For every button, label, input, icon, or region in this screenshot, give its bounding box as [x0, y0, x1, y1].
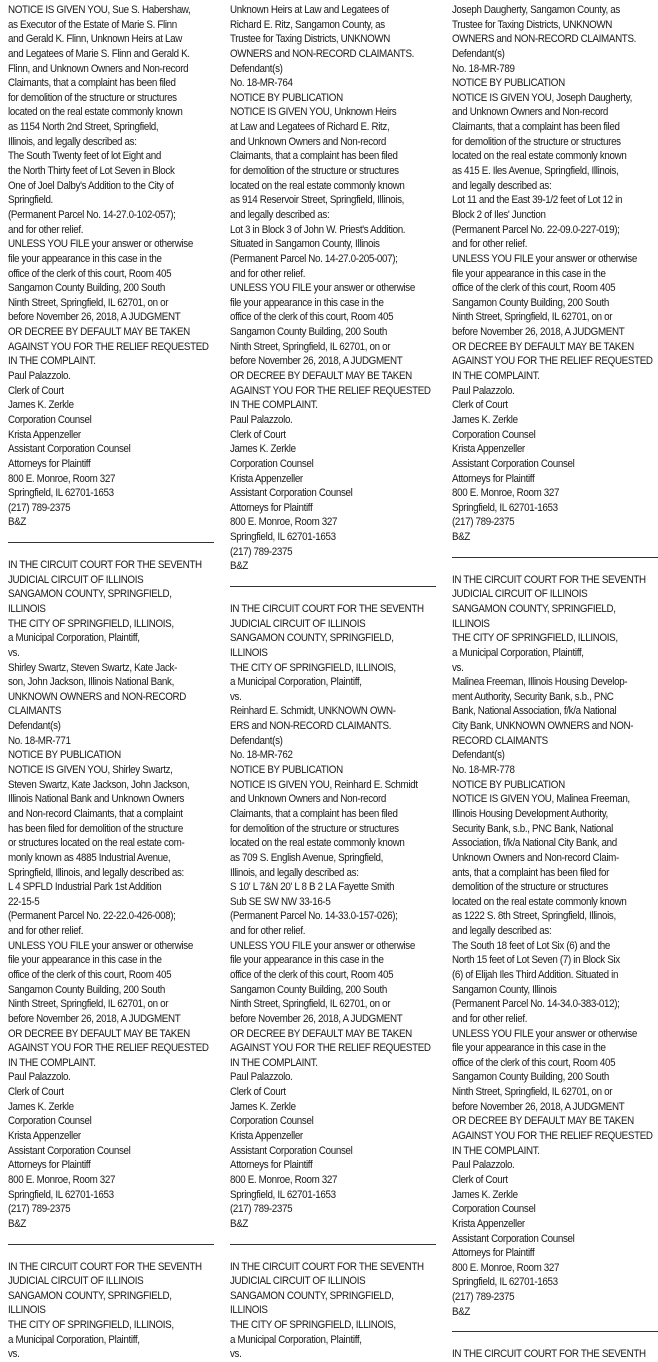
notice-text-line: UNLESS YOU FILE your answer or otherwise [452, 252, 637, 265]
notice-text-line: Unknown Heirs at Law and Legatees of [230, 4, 389, 16]
notice-text-line: Krista Appenzeller [452, 1217, 525, 1230]
notice-text-line: as 914 Reservoir Street, Springfield, Illinois, [230, 194, 405, 207]
notice-text-line: JUDICIAL CIRCUIT OF ILLINOIS [452, 588, 588, 601]
notice-text-line: and legally described as: [452, 179, 552, 192]
notice-text-line: (Permanent Parcel No. 14-27.0-205-007); [230, 252, 398, 265]
notice-text-line: JUDICIAL CIRCUIT OF ILLINOIS [8, 573, 144, 586]
notice-text-line: and legally described as: [230, 208, 330, 221]
notice-text-line: IN THE COMPLAINT. [452, 370, 540, 383]
notice-text-line: NOTICE IS GIVEN YOU, Sue S. Habershaw, [8, 4, 191, 16]
notice-text-line: office of the clerk of this court, Room 405 [230, 311, 394, 324]
legal-notice [452, 1347, 658, 1362]
notice-text-line: Sangamon County, Illinois [452, 983, 557, 996]
notice-text-line: Clerk of Court [8, 1086, 64, 1099]
notice-text-line: Sangamon County Building, 200 South [230, 983, 387, 996]
notice-text-line: Springfield, IL 62701-1653 [230, 1188, 336, 1201]
notice-text-line: Attorneys for Plaintiff [452, 472, 535, 485]
notice-text-line: Springfield, IL 62701-1653 [452, 501, 558, 514]
notice-text-line: CLAIMANTS [8, 705, 62, 718]
notice-text-line: before November 26, 2018, A JUDGMENT [8, 1012, 181, 1025]
notice-text-line: UNKNOWN OWNERS and NON-RECORD [8, 690, 186, 703]
notice-text-line: Association, f/k/a National City Bank, and [452, 837, 617, 850]
notice-text-line: OWNERS and NON-RECORD CLAIMANTS. [452, 33, 637, 46]
notice-text-line: OR DECREE BY DEFAULT MAY BE TAKEN [230, 1027, 412, 1040]
notice-text-line: IN THE CIRCUIT COURT FOR THE SEVENTH [8, 559, 202, 572]
legal-notice [452, 573, 658, 1320]
notice-text-line: Situated in Sangamon County, Illinois [230, 238, 380, 251]
notice-text-line: OR DECREE BY DEFAULT MAY BE TAKEN [8, 1027, 190, 1040]
notice-text-line: NOTICE BY PUBLICATION [452, 778, 565, 791]
notice-text-line: Attorneys for Plaintiff [230, 1159, 313, 1172]
notice-text-line: B&Z [8, 516, 27, 529]
notice-divider [230, 586, 436, 587]
notice-text-line: Springfield, IL 62701-1653 [8, 487, 114, 500]
notice-text-line: Sangamon County Building, 200 South [452, 1071, 609, 1084]
notice-text-line: as 1154 North 2nd Street, Springfield, [8, 121, 159, 134]
notice-text-line: ment Authority, Security Bank, s.b., PNC [452, 690, 614, 703]
notice-divider [452, 1331, 658, 1332]
notice-text-line: Steven Swartz, Kate Jackson, John Jackson, [8, 778, 190, 791]
notice-text-line: B&Z [8, 1217, 27, 1230]
notice-text-line: Block 2 of Iles' Junction [452, 208, 546, 221]
notice-text-line: THE CITY OF SPRINGFIELD, ILLINOIS, [230, 1319, 396, 1332]
notice-text-line: NOTICE BY PUBLICATION [230, 764, 343, 777]
notice-text-line: office of the clerk of this court, Room 405 [8, 969, 172, 981]
notice-text-line: Joseph Daugherty, Sangamon County, as [452, 4, 620, 16]
notice-text-line: (217) 789-2375 [8, 1203, 71, 1216]
notice-text-line: Springfield, Illinois, and legally described as: [8, 866, 184, 879]
notice-text-line: ILLINOIS [230, 1304, 268, 1317]
notice-text-line: Shirley Swartz, Steven Swartz, Kate Jack- [8, 661, 178, 674]
notice-text-line: One of Joel Dalby's Addition to the City of [8, 179, 174, 192]
notice-text-line: a Municipal Corporation, Plaintiff, [230, 1333, 362, 1346]
notice-text-line: a Municipal Corporation, Plaintiff, [8, 632, 140, 645]
notice-text-line: NOTICE IS GIVEN YOU, Malinea Freeman, [452, 793, 630, 806]
notice-text-line: IN THE CIRCUIT COURT FOR THE SEVENTH [452, 1348, 646, 1361]
notice-text-line: vs. [8, 646, 20, 659]
notice-text-line: Sub SE SW NW 33-16-5 [230, 895, 331, 908]
notice-text-line: OR DECREE BY DEFAULT MAY BE TAKEN [452, 340, 634, 353]
notice-text-line: for demolition of the structure or structures [452, 135, 621, 148]
notice-text-line: THE CITY OF SPRINGFIELD, ILLINOIS, [452, 632, 618, 645]
notice-text-line: NOTICE IS GIVEN YOU, Joseph Daugherty, [452, 91, 633, 104]
notice-text-line: located on the real estate commonly known [452, 895, 627, 908]
legal-notice [8, 1260, 214, 1362]
notice-text-line: and Legatees of Marie S. Flinn and Gerald K. [8, 47, 190, 60]
notice-text-line: No. 18-MR-764 [230, 77, 293, 90]
notice-text-line: for demolition of the structure or structures [8, 91, 177, 104]
notice-text-line: office of the clerk of this court, Room 405 [230, 969, 394, 981]
notice-text-line: UNLESS YOU FILE your answer or otherwise [230, 282, 415, 295]
notice-text-line: file your appearance in this case in the [230, 954, 384, 967]
notice-text-line: No. 18-MR-778 [452, 764, 515, 777]
notice-text-line: monly known as 4885 Industrial Avenue, [8, 851, 171, 864]
notice-text-line: Reinhard E. Schmidt, UNKNOWN OWN- [230, 705, 396, 718]
notice-text-line: ILLINOIS [230, 646, 268, 659]
notice-text-line: file your appearance in this case in the [452, 267, 606, 280]
notice-text-line: Trustee for Taxing Districts, UNKNOWN [230, 33, 391, 46]
notice-text-line: THE CITY OF SPRINGFIELD, ILLINOIS, [230, 661, 396, 674]
notice-text-line: Attorneys for Plaintiff [8, 1159, 91, 1172]
notice-text-line: NOTICE BY PUBLICATION [8, 749, 121, 762]
notice-text-line: file your appearance in this case in the [452, 1042, 606, 1055]
notice-text-line: vs. [8, 1348, 20, 1361]
notice-text-line: Paul Palazzolo. [452, 1159, 515, 1172]
notice-text-line: Corporation Counsel [230, 457, 314, 470]
notice-text-line: Sangamon County Building, 200 South [230, 326, 387, 339]
notice-text-line: Springfield, IL 62701-1653 [452, 1276, 558, 1289]
notice-text-line: JUDICIAL CIRCUIT OF ILLINOIS [230, 1275, 366, 1288]
notice-text-line: (6) of Elijah Iles Third Addition. Situated in [452, 969, 619, 981]
notice-text-line: SANGAMON COUNTY, SPRINGFIELD, [230, 1289, 394, 1302]
notice-text-line: Claimants, that a complaint has been filed [8, 77, 176, 90]
notice-text-line: Ninth Street, Springfield, IL 62701, on or [230, 340, 391, 353]
notice-text-line: Springfield. [8, 194, 53, 207]
notice-text-line: L 4 SPFLD Industrial Park 1st Addition [8, 881, 162, 894]
notice-text-line: and for other relief. [230, 925, 306, 938]
notice-text-line: AGAINST YOU FOR THE RELIEF REQUESTED [452, 1130, 653, 1143]
notice-text-line: JUDICIAL CIRCUIT OF ILLINOIS [8, 1275, 144, 1288]
notice-text-line: IN THE COMPLAINT. [452, 1144, 540, 1157]
notice-text-line: or structures located on the real estate com- [8, 837, 185, 850]
notice-text-line: demolition of the structure or structures [452, 881, 608, 894]
notice-text-line: file your appearance in this case in the [8, 252, 162, 265]
notice-text-line: Corporation Counsel [452, 1203, 536, 1216]
notice-text-line: and legally described as: [452, 925, 552, 938]
notice-text-line: a Municipal Corporation, Plaintiff, [8, 1333, 140, 1346]
notice-text-line: before November 26, 2018, A JUDGMENT [230, 355, 403, 368]
legal-notice [8, 558, 214, 1231]
notice-text-line: Krista Appenzeller [8, 428, 81, 441]
notice-text-line: and Unknown Owners and Non-record [230, 135, 386, 148]
notice-text-line: 800 E. Monroe, Room 327 [230, 1173, 338, 1186]
notice-text-line: and for other relief. [8, 223, 84, 236]
notice-text-line: Flinn, and Unknown Owners and Non-record [8, 62, 189, 75]
notice-text-line: son, John Jackson, Illinois National Bank, [8, 676, 174, 689]
column-1 [8, 3, 214, 1361]
notice-text-line: Richard E. Ritz, Sangamon County, as [230, 18, 385, 31]
legal-notice [452, 3, 658, 545]
notice-text-line: ants, that a complaint has been filed for [452, 866, 610, 879]
notice-text-line: IN THE COMPLAINT. [8, 1056, 96, 1069]
notice-text-line: Clerk of Court [8, 384, 64, 397]
notice-text-line: has been filed for demolition of the structure [8, 822, 183, 835]
notice-text-line: Illinois, and legally described as: [8, 135, 137, 148]
notice-text-line: Illinois, and legally described as: [230, 866, 359, 879]
notice-text-line: Claimants, that a complaint has been filed [452, 121, 620, 134]
notice-text-line: OR DECREE BY DEFAULT MAY BE TAKEN [452, 1115, 634, 1128]
legal-notice [230, 602, 436, 1232]
notice-text-line: Paul Palazzolo. [452, 384, 515, 397]
notice-text-line: B&Z [230, 1217, 249, 1230]
notice-text-line: North 15 feet of Lot Seven (7) in Block Six [452, 954, 620, 967]
notice-text-line: ILLINOIS [8, 1304, 46, 1317]
notice-text-line: Attorneys for Plaintiff [452, 1247, 535, 1260]
notice-text-line: No. 18-MR-762 [230, 749, 293, 762]
notice-text-line: at Law and Legatees of Richard E. Ritz, [230, 121, 390, 134]
notice-divider [452, 557, 658, 558]
notice-text-line: B&Z [452, 1305, 471, 1318]
notice-text-line: and for other relief. [230, 267, 306, 280]
notice-text-line: James K. Zerkle [452, 413, 518, 426]
notice-text-line: AGAINST YOU FOR THE RELIEF REQUESTED [230, 384, 431, 397]
notice-text-line: Krista Appenzeller [230, 1130, 303, 1143]
notice-text-line: City Bank, UNKNOWN OWNERS and NON- [452, 720, 634, 733]
notice-text-line: Illinois National Bank and Unknown Owners [8, 793, 185, 806]
notice-text-line: Paul Palazzolo. [8, 1071, 71, 1084]
notice-text-line: Defendant(s) [8, 720, 61, 733]
notice-text-line: NOTICE IS GIVEN YOU, Unknown Heirs [230, 106, 397, 119]
notice-text-line: (Permanent Parcel No. 14-33.0-157-026); [230, 910, 398, 923]
legal-notice [230, 1260, 436, 1362]
notice-text-line: AGAINST YOU FOR THE RELIEF REQUESTED [8, 340, 209, 353]
notice-text-line: OR DECREE BY DEFAULT MAY BE TAKEN [230, 370, 412, 383]
notice-text-line: NOTICE IS GIVEN YOU, Shirley Swartz, [8, 764, 173, 777]
notice-divider [8, 542, 214, 543]
notice-text-line: file your appearance in this case in the [8, 954, 162, 967]
notice-text-line: IN THE COMPLAINT. [230, 1056, 318, 1069]
notice-text-line: 800 E. Monroe, Room 327 [452, 487, 560, 500]
notice-text-line: James K. Zerkle [8, 1100, 74, 1113]
notice-text-line: James K. Zerkle [452, 1188, 518, 1201]
notice-text-line: ERS and NON-RECORD CLAIMANTS. [230, 720, 392, 733]
notice-text-line: B&Z [230, 560, 249, 573]
notice-text-line: AGAINST YOU FOR THE RELIEF REQUESTED [452, 355, 653, 368]
notice-text-line: Corporation Counsel [8, 1115, 92, 1128]
notice-text-line: Paul Palazzolo. [230, 413, 293, 426]
notice-text-line: Clerk of Court [230, 1086, 286, 1099]
notice-text-line: Clerk of Court [452, 399, 508, 412]
column-3 [452, 3, 658, 1361]
notice-divider [8, 1244, 214, 1245]
notice-text-line: located on the real estate commonly known [452, 150, 627, 163]
notice-text-line: Lot 3 in Block 3 of John W. Priest's Addition. [230, 223, 406, 236]
notice-text-line: Springfield, IL 62701-1653 [230, 531, 336, 544]
notice-text-line: (217) 789-2375 [452, 1291, 515, 1304]
notice-text-line: a Municipal Corporation, Plaintiff, [452, 646, 584, 659]
notice-text-line: 800 E. Monroe, Room 327 [8, 1173, 116, 1186]
notice-text-line: before November 26, 2018, A JUDGMENT [452, 326, 625, 339]
notice-text-line: AGAINST YOU FOR THE RELIEF REQUESTED [230, 1042, 431, 1055]
notice-text-line: and for other relief. [8, 925, 84, 938]
notice-text-line: a Municipal Corporation, Plaintiff, [230, 676, 362, 689]
notice-text-line: located on the real estate commonly known [230, 179, 405, 192]
notice-text-line: (Permanent Parcel No. 22-22.0-426-008); [8, 910, 176, 923]
notice-text-line: Corporation Counsel [8, 413, 92, 426]
notice-text-line: and Unknown Owners and Non-record [230, 793, 386, 806]
notice-text-line: IN THE COMPLAINT. [8, 355, 96, 368]
notice-text-line: Ninth Street, Springfield, IL 62701, on or [230, 998, 391, 1011]
notice-text-line: Assistant Corporation Counsel [230, 1144, 353, 1157]
notice-text-line: before November 26, 2018, A JUDGMENT [452, 1100, 625, 1113]
notice-text-line: THE CITY OF SPRINGFIELD, ILLINOIS, [8, 1319, 174, 1332]
notice-text-line: Krista Appenzeller [452, 443, 525, 456]
notice-text-line: OWNERS and NON-RECORD CLAIMANTS. [230, 47, 415, 60]
notice-text-line: (217) 789-2375 [452, 516, 515, 529]
notice-text-line: Bank, National Association, f/k/a National [452, 705, 617, 718]
notice-text-line: and for other relief. [452, 1012, 528, 1025]
notice-text-line: IN THE CIRCUIT COURT FOR THE SEVENTH [452, 573, 646, 586]
notice-text-line: Assistant Corporation Counsel [8, 1144, 131, 1157]
notice-text-line: UNLESS YOU FILE your answer or otherwise [230, 939, 415, 952]
notice-text-line: before November 26, 2018, A JUDGMENT [230, 1012, 403, 1025]
notice-text-line: Sangamon County Building, 200 South [8, 282, 165, 295]
notice-text-line: Paul Palazzolo. [8, 370, 71, 383]
notice-text-line: Lot 11 and the East 39-1/2 feet of Lot 12 in [452, 194, 623, 207]
notice-text-line: Ninth Street, Springfield, IL 62701, on or [8, 998, 169, 1011]
notice-text-line: Malinea Freeman, Illinois Housing Develop- [452, 676, 628, 689]
notice-text-line: and Gerald K. Flinn, Unknown Heirs at Law [8, 33, 182, 46]
notice-text-line: Ninth Street, Springfield, IL 62701, on or [8, 296, 169, 309]
notice-text-line: Illinois Housing Development Authority, [452, 807, 608, 820]
notice-text-line: Ninth Street, Springfield, IL 62701, on or [452, 1086, 613, 1099]
notice-text-line: 22-15-5 [8, 895, 40, 908]
notice-text-line: SANGAMON COUNTY, SPRINGFIELD, [452, 602, 616, 615]
notice-text-line: as 415 E. Iles Avenue, Springfield, Illinois, [452, 165, 619, 178]
notice-text-line: 800 E. Monroe, Room 327 [452, 1261, 560, 1274]
notice-text-line: The South Twenty feet of lot Eight and [8, 150, 162, 163]
notice-text-line: Attorneys for Plaintiff [8, 457, 91, 470]
notice-text-line: and Unknown Owners and Non-record [452, 106, 608, 119]
notice-text-line: B&Z [452, 531, 471, 544]
notice-text-line: located on the real estate commonly known [8, 106, 183, 119]
notice-text-line: Krista Appenzeller [8, 1130, 81, 1143]
notice-text-line: Attorneys for Plaintiff [230, 501, 313, 514]
notice-text-line: (Permanent Parcel No. 14-27.0-102-057); [8, 208, 176, 221]
notice-text-line: as Executor of the Estate of Marie S. Flinn [8, 18, 177, 31]
notice-text-line: located on the real estate commonly known [230, 837, 405, 850]
notice-text-line: Ninth Street, Springfield, IL 62701, on or [452, 311, 613, 324]
notice-text-line: vs. [452, 661, 464, 674]
notice-text-line: Assistant Corporation Counsel [8, 443, 131, 456]
notice-text-line: (217) 789-2375 [230, 1203, 293, 1216]
notice-text-line: NOTICE BY PUBLICATION [452, 77, 565, 90]
column-2 [230, 3, 436, 1361]
notice-text-line: Paul Palazzolo. [230, 1071, 293, 1084]
notice-text-line: office of the clerk of this court, Room 405 [452, 1056, 616, 1069]
notice-text-line: as 1222 S. 8th Street, Springfield, Illinois, [452, 910, 616, 923]
notice-text-line: The South 18 feet of Lot Six (6) and the [452, 939, 610, 952]
notice-text-line: UNLESS YOU FILE your answer or otherwise [452, 1027, 637, 1040]
notice-text-line: NOTICE BY PUBLICATION [230, 91, 343, 104]
notice-text-line: JUDICIAL CIRCUIT OF ILLINOIS [230, 617, 366, 630]
notice-text-line: Unknown Owners and Non-record Claim- [452, 851, 619, 864]
notice-text-line: James K. Zerkle [8, 399, 74, 412]
notice-text-line: (Permanent Parcel No. 14-34.0-383-012); [452, 998, 620, 1011]
notice-text-line: vs. [230, 1348, 242, 1361]
notice-text-line: James K. Zerkle [230, 443, 296, 456]
notice-text-line: Sangamon County Building, 200 South [452, 296, 609, 309]
notice-text-line: ILLINOIS [452, 617, 490, 630]
notice-text-line: SANGAMON COUNTY, SPRINGFIELD, [230, 632, 394, 645]
notice-text-line: the North Thirty feet of Lot Seven in Block [8, 165, 175, 178]
notice-text-line: ILLINOIS [8, 602, 46, 615]
notice-text-line: file your appearance in this case in the [230, 296, 384, 309]
notice-text-line: Defendant(s) [452, 47, 505, 60]
notice-text-line: No. 18-MR-771 [8, 734, 71, 747]
notice-text-line: UNLESS YOU FILE your answer or otherwise [8, 939, 193, 952]
notice-text-line: Defendant(s) [230, 62, 283, 75]
notice-text-line: Clerk of Court [452, 1173, 508, 1186]
legal-notice [230, 3, 436, 574]
notice-text-line: Trustee for Taxing Districts, UNKNOWN [452, 18, 613, 31]
notice-text-line: office of the clerk of this court, Room 405 [452, 282, 616, 295]
notice-text-line: and for other relief. [452, 238, 528, 251]
notice-text-line: SANGAMON COUNTY, SPRINGFIELD, [8, 588, 172, 601]
notice-text-line: Defendant(s) [452, 749, 505, 762]
notice-text-line: Assistant Corporation Counsel [452, 1232, 575, 1245]
notice-text-line: Security Bank, s.b., PNC Bank, National [452, 822, 614, 835]
notice-text-line: 800 E. Monroe, Room 327 [230, 516, 338, 529]
notice-text-line: and Non-record Claimants, that a complaint [8, 807, 183, 820]
notice-text-line: for demolition of the structure or structures [230, 822, 399, 835]
notice-text-line: Krista Appenzeller [230, 472, 303, 485]
notice-text-line: NOTICE IS GIVEN YOU, Reinhard E. Schmidt [230, 778, 418, 791]
notice-text-line: (Permanent Parcel No. 22-09.0-227-019); [452, 223, 620, 236]
notice-text-line: Assistant Corporation Counsel [230, 487, 353, 500]
notice-text-line: IN THE CIRCUIT COURT FOR THE SEVENTH [8, 1260, 202, 1273]
notice-text-line: office of the clerk of this court, Room 405 [8, 267, 172, 280]
notice-text-line: RECORD CLAIMANTS [452, 734, 548, 747]
notice-text-line: (217) 789-2375 [230, 545, 293, 558]
legal-notice [8, 3, 214, 530]
notice-text-line: Claimants, that a complaint has been filed [230, 807, 398, 820]
notice-text-line: James K. Zerkle [230, 1100, 296, 1113]
notice-text-line: Clerk of Court [230, 428, 286, 441]
notice-text-line: Corporation Counsel [230, 1115, 314, 1128]
notice-text-line: (217) 789-2375 [8, 501, 71, 514]
notice-text-line: 800 E. Monroe, Room 327 [8, 472, 116, 485]
notice-text-line: UNLESS YOU FILE your answer or otherwise [8, 238, 193, 251]
notice-text-line: as 709 S. English Avenue, Springfield, [230, 851, 384, 864]
notice-text-line: Defendant(s) [230, 734, 283, 747]
notice-text-line: IN THE CIRCUIT COURT FOR THE SEVENTH [230, 1260, 424, 1273]
notice-text-line: before November 26, 2018, A JUDGMENT [8, 311, 181, 324]
notice-text-line: OR DECREE BY DEFAULT MAY BE TAKEN [8, 326, 190, 339]
notice-text-line: THE CITY OF SPRINGFIELD, ILLINOIS, [8, 617, 174, 630]
notice-text-line: AGAINST YOU FOR THE RELIEF REQUESTED [8, 1042, 209, 1055]
notice-text-line: Springfield, IL 62701-1653 [8, 1188, 114, 1201]
notice-text-line: vs. [230, 690, 242, 703]
notice-text-line: Claimants, that a complaint has been filed [230, 150, 398, 163]
notice-text-line: Corporation Counsel [452, 428, 536, 441]
notice-text-line: No. 18-MR-789 [452, 62, 515, 75]
notice-text-line: S 10' L 7&N 20' L 8 B 2 LA Fayette Smith [230, 881, 395, 894]
notice-text-line: for demolition of the structure or structures [230, 165, 399, 178]
notice-text-line: SANGAMON COUNTY, SPRINGFIELD, [8, 1289, 172, 1302]
notice-text-line: Sangamon County Building, 200 South [8, 983, 165, 996]
notice-divider [230, 1244, 436, 1245]
notice-text-line: Assistant Corporation Counsel [452, 457, 575, 470]
notice-text-line: IN THE COMPLAINT. [230, 399, 318, 412]
notice-text-line: IN THE CIRCUIT COURT FOR THE SEVENTH [230, 602, 424, 615]
